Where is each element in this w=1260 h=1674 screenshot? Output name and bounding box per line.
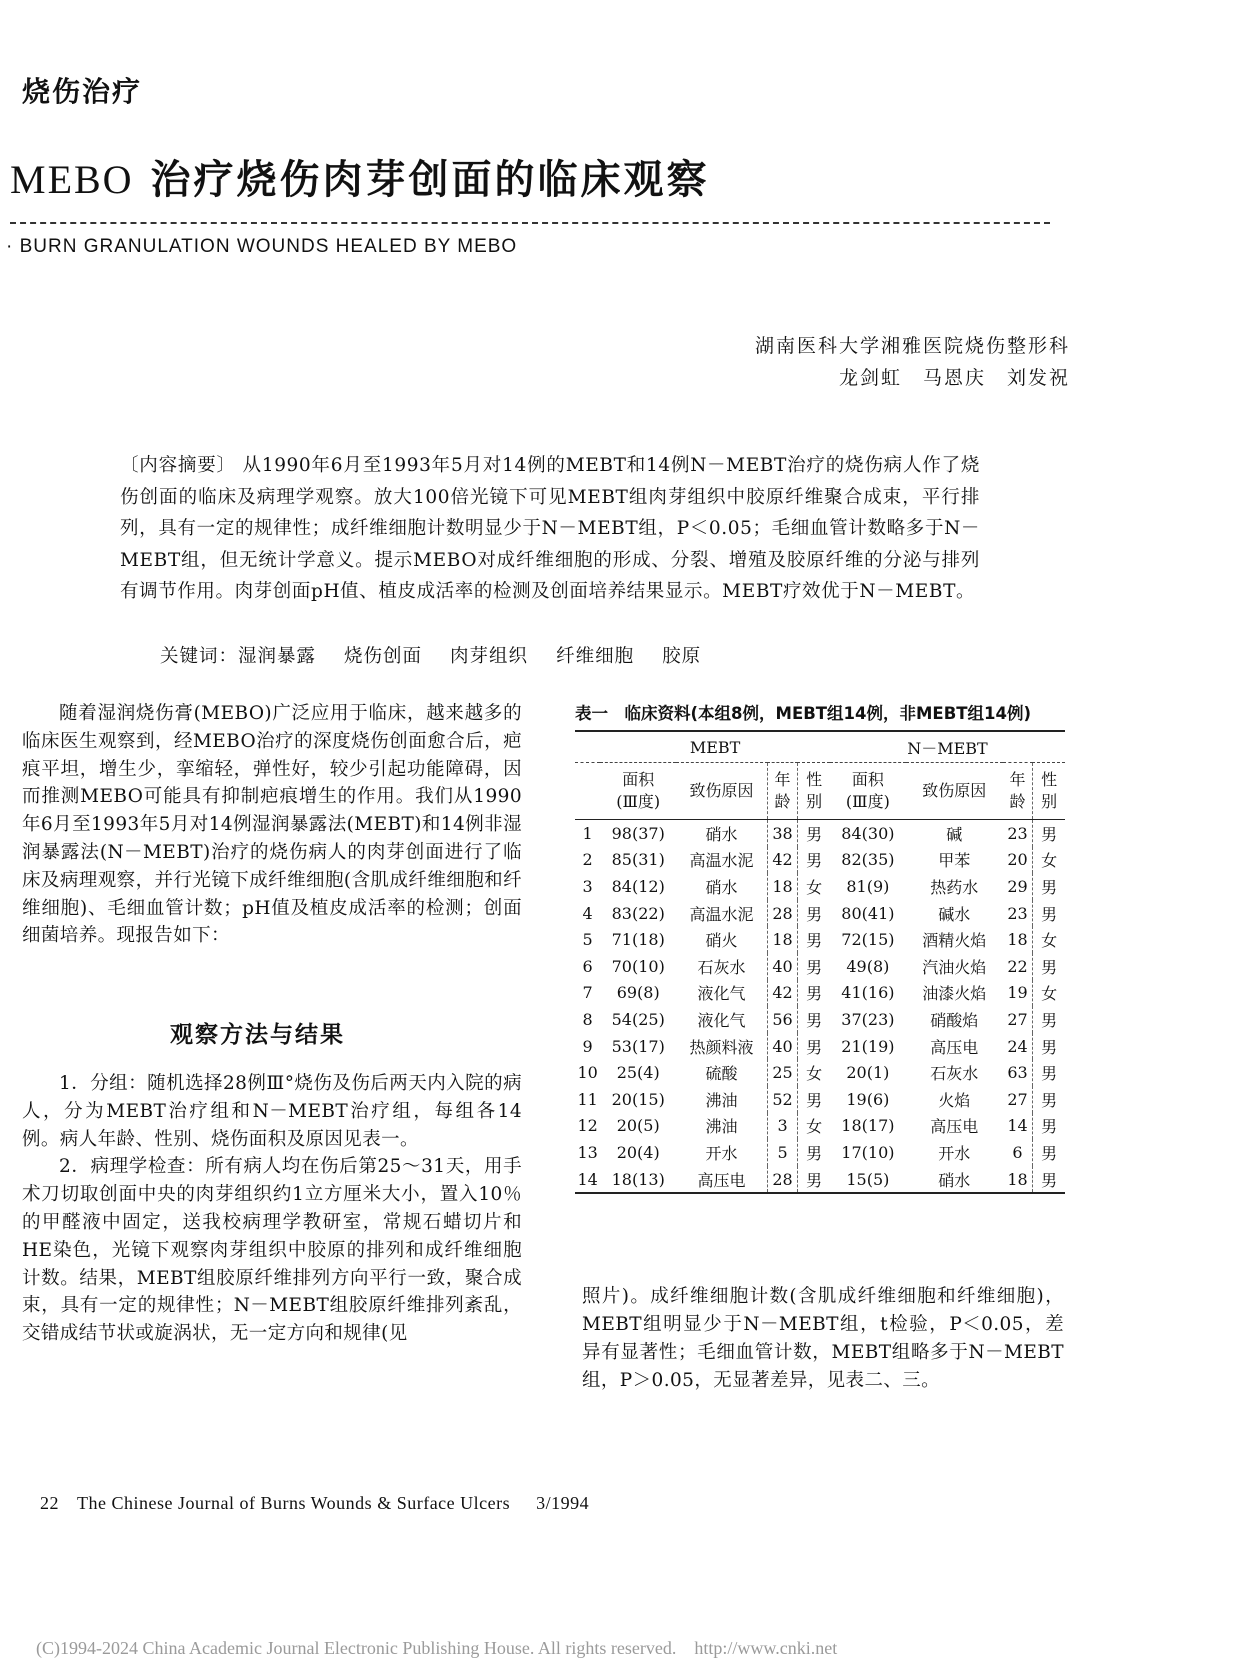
keyword: 烧伤创面 <box>344 646 423 667</box>
table1-cell: 女 <box>1033 847 1065 874</box>
table1-row <box>575 900 1065 927</box>
table1-cell: 42 <box>767 847 798 874</box>
table1-col-sex: 性别 <box>1033 763 1065 820</box>
table1-cell: 23 <box>1007 903 1028 923</box>
table1-cell: 14 <box>1007 1116 1028 1136</box>
table1-cell: 高压电 <box>930 1037 979 1057</box>
table1-cell: 男 <box>1033 1113 1065 1140</box>
table1-cell: 高温水泥 <box>689 851 754 871</box>
table1-cell: 火焰 <box>938 1090 971 1110</box>
results-continuation: 照片)。成纤维细胞计数(含肌成纤维细胞和纤维细胞)，MEBT组明显少于N－MEBT组，t检验，P＜0.05，差异有显著性；毛细血管计数，MEBT组略多于N－MEBT组，P＞0.05，无显著差异，见表二、三。 <box>582 1286 1064 1391</box>
table1-cell: 15(5) <box>830 1166 906 1194</box>
table1-cell: 40 <box>767 1033 798 1060</box>
table1-cell: 24 <box>1007 1036 1028 1056</box>
table1-cell: 18(17) <box>841 1116 895 1136</box>
table1-row <box>575 980 1065 1007</box>
table1-row <box>575 820 1065 847</box>
table1-cell: 男 <box>1033 1166 1065 1194</box>
table1-row-index: 2 <box>582 850 593 870</box>
table1-cell: 高温水泥 <box>689 904 754 924</box>
table1-cell: 17(10) <box>841 1142 895 1162</box>
table1-cell: 碱水 <box>938 904 971 924</box>
table1-cell: 40 <box>767 953 798 980</box>
table1-cell: 69(8) <box>616 983 660 1003</box>
table1-cell: 汽油火焰 <box>922 957 987 977</box>
table1-cell: 21(19) <box>841 1036 895 1056</box>
table1-cell: 硝水 <box>705 877 738 897</box>
table1-cell: 52 <box>767 1086 798 1113</box>
article-title <box>10 148 710 205</box>
journal-issue: 3/1994 <box>536 1493 590 1513</box>
table1-cell: 男 <box>1033 1086 1065 1113</box>
table1-cell: 男 <box>798 1139 830 1166</box>
table1-cell: 碱 <box>946 824 963 844</box>
table1-cell: 84(12) <box>611 876 665 896</box>
methods-column <box>22 1070 522 1348</box>
abstract-text: 从1990年6月至1993年5月对14例的MEBT和14例N－MEBT治疗的烧伤病人作了烧伤创面的临床及病理学观察。放大100倍光镜下可见MEBT组肉芽组织中胶原纤维聚合成束，平行排列，具有一定的规律性；成纤维细胞计数明显少于N－MEBT组，P＜0.05；毛细血管计数略多于N－MEBT组，但无统计学意义。提示MEBO对成纤维细胞的形成、分裂、增殖及胶原纤维的分泌与排列有调节作用。肉芽创面pH值、植皮成活率的检测及创面培养结果显示。MEBT疗效优于N－MEBT。 <box>120 455 980 602</box>
table1-cell: 70(10) <box>611 956 665 976</box>
table1-cell: 热药水 <box>930 877 979 897</box>
keyword: 肉芽组织 <box>450 646 529 667</box>
table1-row <box>575 873 1065 900</box>
table1-group-mebt: MEBT <box>600 731 830 763</box>
table1-cell: 男 <box>798 926 830 953</box>
table1-cell: 男 <box>798 980 830 1007</box>
table1-cell: 女 <box>1033 980 1065 1007</box>
table1-row-index: 6 <box>582 956 593 976</box>
table1-cell: 72(15) <box>841 930 895 950</box>
table1-cell: 男 <box>798 953 830 980</box>
table1-col-cause: 致伤原因 <box>906 763 1003 820</box>
table1-row <box>575 953 1065 980</box>
keywords-label: 关键词： <box>160 646 239 667</box>
table1-cell: 54(25) <box>611 1009 665 1029</box>
table1-cell: 女 <box>798 1059 830 1086</box>
table1-cell: 液化气 <box>697 984 746 1004</box>
table1-row-index: 8 <box>582 1009 593 1029</box>
table1-cell: 石灰水 <box>697 957 746 977</box>
table1-cell: 19 <box>1007 983 1028 1003</box>
table1-row <box>575 1006 1065 1033</box>
table1-cell: 高压电 <box>930 1117 979 1137</box>
table1-cell: 25(4) <box>616 1063 660 1083</box>
table1-col-age: 年龄 <box>767 763 798 820</box>
table1-cell: 18(13) <box>600 1166 676 1194</box>
affiliation-block <box>755 330 1070 394</box>
table1-cell: 男 <box>1033 1059 1065 1086</box>
title-latin: MEBO <box>10 157 134 202</box>
table1-row-index: 4 <box>582 903 593 923</box>
table1-cell: 20 <box>1007 850 1028 870</box>
table1-cell: 3 <box>767 1113 798 1140</box>
table1-cell: 29 <box>1007 876 1028 896</box>
table1-cell: 56 <box>767 1006 798 1033</box>
table1-cell: 开水 <box>705 1143 738 1163</box>
table1-cell: 硝火 <box>705 931 738 951</box>
copyright-notice: (C)1994-2024 China Academic Journal Electronic Publishing House. All rights reserved. http://www.cnki.net <box>36 1638 838 1658</box>
table1-cell: 37(23) <box>841 1009 895 1029</box>
table1-cell: 6 <box>1012 1142 1023 1162</box>
table1-row-index: 9 <box>582 1036 593 1056</box>
table1-cell: 18 <box>1007 930 1028 950</box>
table1-row-index: 5 <box>582 930 593 950</box>
methods-heading: 观察方法与结果 <box>170 1022 345 1048</box>
table1-cell: 男 <box>798 1166 830 1194</box>
table1-cell: 男 <box>1033 873 1065 900</box>
table1-cell: 25 <box>767 1059 798 1086</box>
table1-cell: 53(17) <box>611 1036 665 1056</box>
table1-cell: 甲苯 <box>938 851 971 871</box>
table1-cell: 硝水 <box>705 824 738 844</box>
table1-row-index: 10 <box>577 1063 598 1083</box>
table1-cell: 83(22) <box>611 903 665 923</box>
keyword: 纤维细胞 <box>556 646 635 667</box>
table1-cell: 液化气 <box>697 1010 746 1030</box>
table1-cell: 男 <box>1033 1006 1065 1033</box>
table1-cell: 女 <box>1033 926 1065 953</box>
table1-cell: 28 <box>767 1166 798 1194</box>
table1-caption: 表一 临床资料(本组8例，MEBT组14例，非MEBT组14例) <box>575 704 1032 723</box>
table1-cell: 男 <box>798 820 830 847</box>
table1-cell: 男 <box>798 900 830 927</box>
table1-row-index: 1 <box>582 823 593 843</box>
table1-row <box>575 1166 1065 1194</box>
table1-cell: 27 <box>1007 1009 1028 1029</box>
table1-row <box>575 926 1065 953</box>
table1-cell: 男 <box>798 847 830 874</box>
table1-cell: 23 <box>1007 823 1028 843</box>
table1-cell: 女 <box>798 873 830 900</box>
abstract-tag: 〔内容摘要〕 <box>120 455 236 476</box>
table1-cell: 19(6) <box>846 1089 890 1109</box>
table1-cell: 27 <box>1007 1089 1028 1109</box>
table1-cell: 22 <box>1007 956 1028 976</box>
table1-cell: 5 <box>767 1139 798 1166</box>
table1-cell: 49(8) <box>846 956 890 976</box>
journal-footer <box>40 1493 589 1514</box>
table1-cell: 热颜料液 <box>689 1037 754 1057</box>
table1-cell: 98(37) <box>611 823 665 843</box>
methods-paragraph-2: 2．病理学检查：所有病人均在伤后第25～31天，用手术刀切取创面中央的肉芽组织约1立方厘米大小，置入10％的甲醛液中固定，送我校病理学教研室，常规石蜡切片和HE染色，光镜下观察肉芽组织中胶原的排列和成纤维细胞计数。结果，MEBT组胶原纤维排列方向平行一致，聚合成束，具有一定的规律性；N－MEBT组胶原纤维排列紊乱，交错成结节状或旋涡状，无一定方向和规律(见 <box>22 1156 522 1345</box>
table1-cell: 酒精火焰 <box>922 931 987 951</box>
table1-cell: 男 <box>798 1086 830 1113</box>
table1-cell: 20(4) <box>616 1142 660 1162</box>
table1-cell: 沸油 <box>705 1117 738 1137</box>
table1-cell: 沸油 <box>705 1090 738 1110</box>
intro-column <box>22 700 522 950</box>
table1-body <box>575 820 1065 1194</box>
table1-cell: 硝酸焰 <box>930 1010 979 1030</box>
table1-cell: 硝水 <box>906 1166 1003 1194</box>
table1 <box>575 730 1065 1194</box>
table1-cell: 男 <box>1033 1139 1065 1166</box>
table1-cell: 81(9) <box>846 876 890 896</box>
table1-cell: 41(16) <box>841 983 895 1003</box>
table1-cell: 女 <box>798 1113 830 1140</box>
table1-cell: 20(5) <box>616 1116 660 1136</box>
table1-row <box>575 1033 1065 1060</box>
table1-cell: 28 <box>767 900 798 927</box>
table1-row-index: 14 <box>575 1166 600 1194</box>
table1-cell: 20(1) <box>846 1063 890 1083</box>
table1-row-index: 13 <box>577 1142 598 1162</box>
authors: 龙剑虹 马恩庆 刘发祝 <box>838 367 1070 389</box>
title-rule <box>10 222 1050 224</box>
table1-cell: 高压电 <box>676 1166 767 1194</box>
table1-cell: 63 <box>1007 1063 1028 1083</box>
table1-col-area: 面积 (Ⅲ度) <box>830 763 906 820</box>
table1-col-area: 面积 (Ⅲ度) <box>600 763 676 820</box>
methods-paragraph-1: 1．分组：随机选择28例Ⅲ°烧伤及伤后两天内入院的病人，分为MEBT治疗组和N－MEBT治疗组，每组各14例。病人年龄、性别、烧伤面积及原因见表一。 <box>22 1073 522 1150</box>
table1-cell: 开水 <box>938 1143 971 1163</box>
affiliation: 湖南医科大学湘雅医院烧伤整形科 <box>754 335 1070 357</box>
table1-cell: 18 <box>767 926 798 953</box>
table1-col-cause: 致伤原因 <box>676 763 767 820</box>
abstract <box>120 450 980 608</box>
table1-cell: 油漆火焰 <box>922 984 987 1004</box>
keyword: 胶原 <box>662 646 702 667</box>
table1-cell: 20(15) <box>611 1089 665 1109</box>
table1-cell: 男 <box>1033 820 1065 847</box>
page-number: 22 <box>40 1493 59 1513</box>
keyword: 湿润暴露 <box>238 646 317 667</box>
table1-row-index: 3 <box>582 876 593 896</box>
table1-col-age: 年龄 <box>1003 763 1033 820</box>
table1-cell: 18 <box>767 873 798 900</box>
table1-row <box>575 1086 1065 1113</box>
table1-cell: 男 <box>1033 900 1065 927</box>
table1-row <box>575 1139 1065 1166</box>
table1-cell: 85(31) <box>611 850 665 870</box>
table1-row <box>575 1059 1065 1086</box>
table1-cell: 71(18) <box>611 930 665 950</box>
intro-paragraph: 随着湿润烧伤膏(MEBO)广泛应用于临床，越来越多的临床医生观察到，经MEBO治疗的深度烧伤创面愈合后，疤痕平坦，增生少，挛缩轻，弹性好，较少引起功能障碍，因而推测MEBO可能具有抑制疤痕增生的作用。我们从1990年6月至1993年5月对14例湿润暴露法(MEBT)和14例非湿润暴露法(N－MEBT)治疗的烧伤病人的肉芽创面进行了临床及病理观察，并行光镜下成纤维细胞(含肌成纤维细胞和纤维细胞)、毛细血管计数；pH值及植皮成活率的检测；创面细菌培养。现报告如下： <box>22 703 522 947</box>
table1-cell: 18 <box>1003 1166 1033 1194</box>
table1-cell: 84(30) <box>841 823 895 843</box>
table1-col-sex: 性别 <box>798 763 830 820</box>
title-cn: 治疗烧伤肉芽创面的临床观察 <box>150 157 710 203</box>
table1-group-nmebt: N－MEBT <box>830 731 1065 763</box>
english-subtitle: · BURN GRANULATION WOUNDS HEALED BY MEBO <box>6 236 518 257</box>
table1-cell: 42 <box>767 980 798 1007</box>
table1-cell: 硫酸 <box>705 1064 738 1084</box>
table1-cell: 石灰水 <box>930 1064 979 1084</box>
journal-name: The Chinese Journal of Burns Wounds & Surface Ulcers <box>77 1493 511 1513</box>
table1-cell: 80(41) <box>841 903 895 923</box>
table1-row-index: 12 <box>577 1116 598 1136</box>
table1-cell: 男 <box>1033 953 1065 980</box>
table1-cell: 男 <box>798 1033 830 1060</box>
table1-row <box>575 1113 1065 1140</box>
table1-row-index: 11 <box>577 1089 598 1109</box>
section-label: 烧伤治疗 <box>22 75 143 108</box>
table1-cell: 82(35) <box>841 850 895 870</box>
table1-row-index: 7 <box>582 983 593 1003</box>
table1-cell: 男 <box>1033 1033 1065 1060</box>
table1-cell: 男 <box>798 1006 830 1033</box>
table1-cell: 38 <box>767 820 798 847</box>
table1-row <box>575 847 1065 874</box>
keywords <box>160 642 729 668</box>
